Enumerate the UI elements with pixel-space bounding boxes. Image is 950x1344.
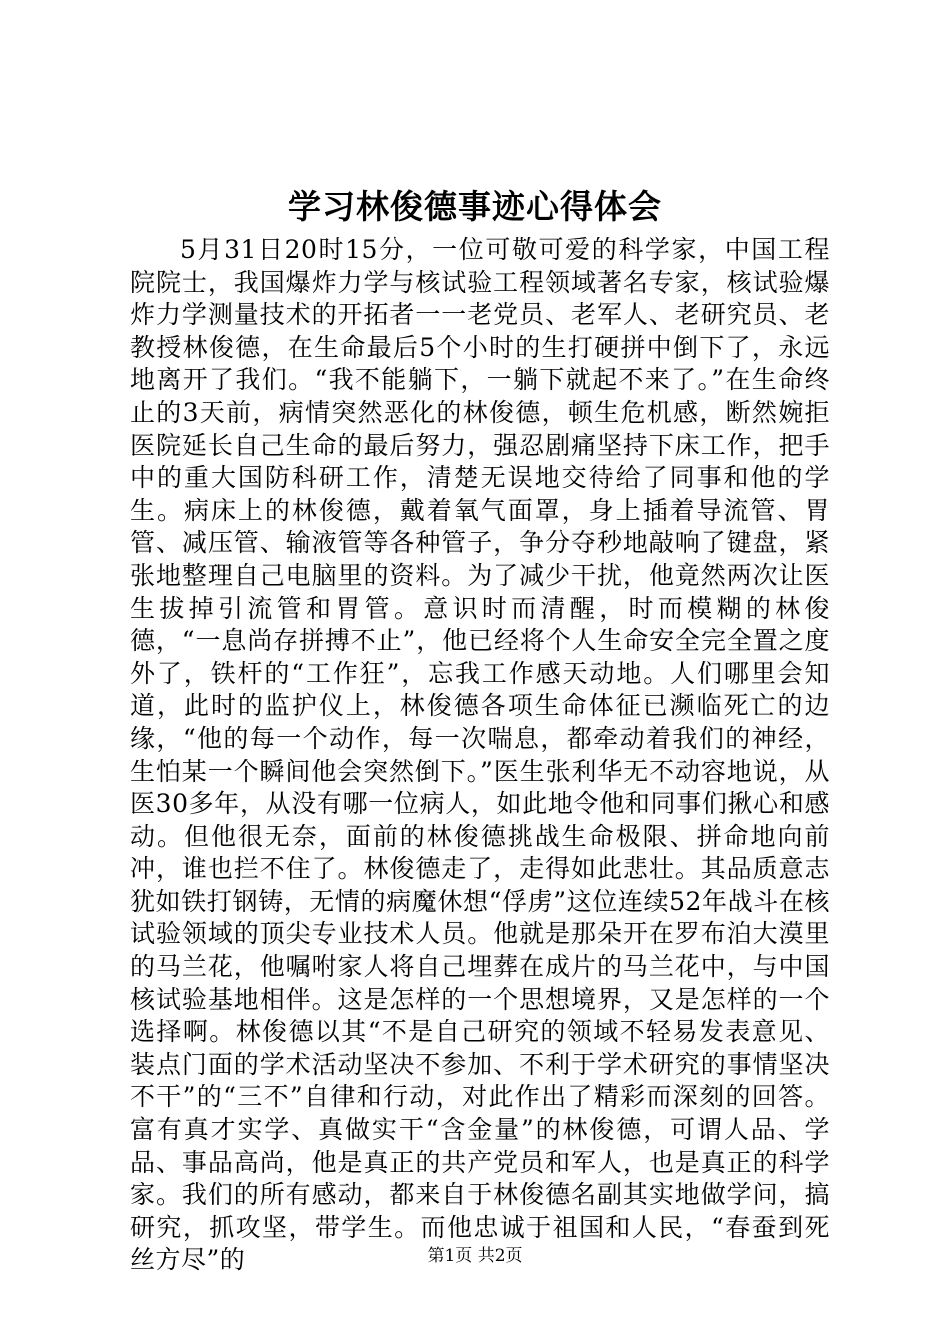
document-title: 学习林俊德事迹心得体会	[288, 187, 662, 226]
page-footer: 第1页 共2页	[427, 1246, 523, 1266]
body-paragraph: 5月31日20时15分，一位可敬可爱的科学家，中国工程院院士，我国爆炸力学与核试验工程领域著名专家，核试验爆炸力学测量技术的开拓者一一老党员、老军人、老研究员、老教授林俊德，在生命最后5个小时的生打硬拼中倒下了，永远地离开了我们。“我不能躺下，一躺下就起不来了。”在生命终止的3天前，病情突然恶化的林俊德，顿生危机感，断然婉拒医院延长自己生命的最后努力，强忍剧痛坚持下床工作，把手中的重大国防科研工作，清楚无误地交待给了同事和他的学生。病床上的林俊德，戴着氧气面罩，身上插着导流管、胃管、减压管、输液管等各种管子，争分夺秒地敲响了键盘，紧张地整理自己电脑里的资料。为了减少干扰，他竟然两次让医生拔掉引流管和胃管。意识时而清醒，时而模糊的林俊德，“一息尚存拼搏不止”，他已经将个人生命安全完全置之度外了，铁杆的“工作狂”，忘我工作感天动地。人们哪里会知道，此时的监护仪上，林俊德各项生命体征已濒临死亡的边缘，“他的每一个动作，每一次喘息，都牵动着我们的神经，生怕某一个瞬间他会突然倒下。”医生张利华无不动容地说，从医30多年，从没有哪一位病人，如此地令他和同事们揪心和感动。但他很无奈，面前的林俊德挑战生命极限、拼命地向前冲，谁也拦不住了。林俊德走了，走得如此悲壮。其品质意志犹如铁打钢铸，无情的病魔休想“俘虏”这位连续52年战斗在核试验领域的顶尖专业技术人员。他就是那朵开在罗布泊大漠里的马兰花，他嘱咐家人将自己埋葬在成片的马兰花中，与中国核试验基地相伴。这是怎样的一个思想境界，又是怎样的一个选择啊。林俊德以其“不是自己研究的领域不轻易发表意见、装点门面的学术活动坚决不参加、不利于学术研究的事情坚决不干”的“三不”自律和行动，对此作出了精彩而深刻的回答。富有真才实学、真做实干“含金量”的林俊德，可谓人品、学品、事品高尚，他是真正的共产党员和军人，也是真正的科学家。我们的所有感动，都来自于林俊德名副其实地做学问，搞研究，抓攻坚，带学生。而他忠诚于祖国和人民，“春蚕到死丝方尽”的	[130, 235, 830, 1275]
